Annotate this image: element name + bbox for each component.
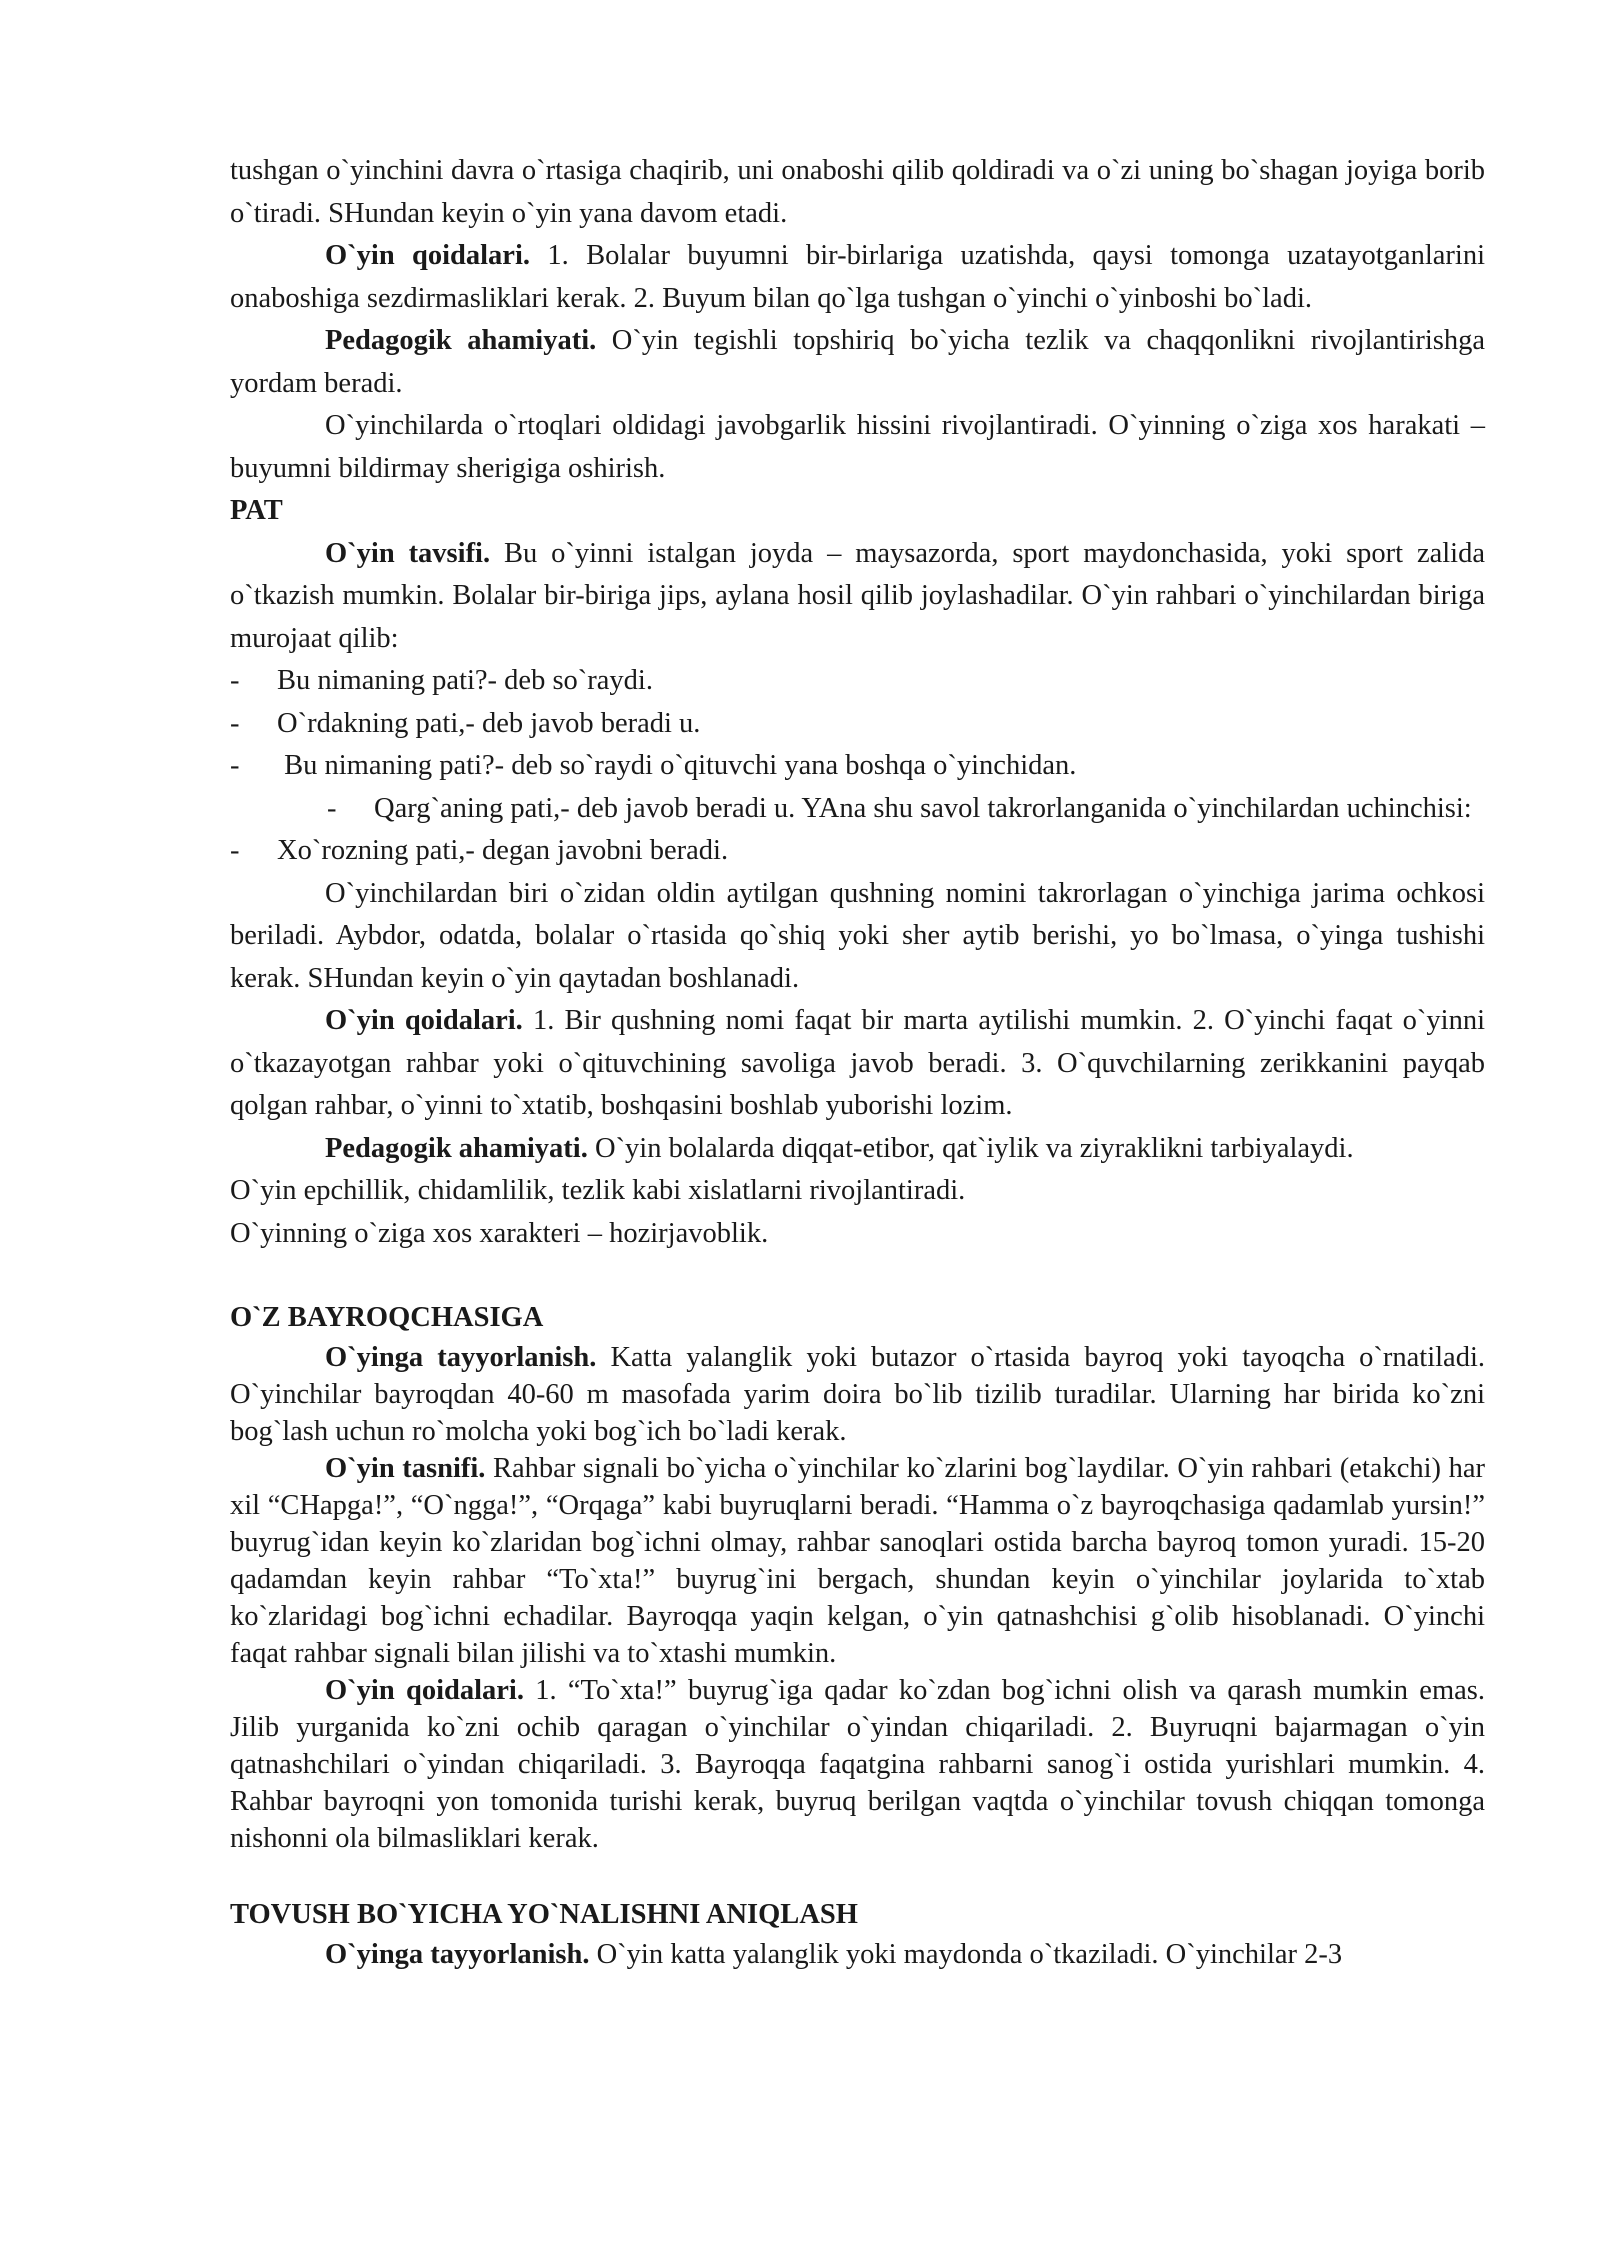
- dash-marker: -: [230, 665, 240, 696]
- paragraph-pedagogical: [230, 320, 1485, 405]
- pedagogical-text: O`yin tegishli topshiriq bo`yicha tezlik va chaqqonlikni rivojlantirishga yordam beradi.: [230, 325, 1485, 399]
- paragraph-rules-pat: [230, 1000, 1485, 1128]
- rules-text: 1. “To`xta!” buyrug`iga qadar ko`zdan bog`ichni olish va qarash mumkin emas. Jilib yurganida ko`zni ochib qaragan o`yinchilar o`yindan chiqariladi. 2. Buyruqni bajarmagan o`yin qatnashchilari o`yindan chiqariladi. 3. Bayroqqa faqatgina rahbarni sanog`i ostida yurishlari mumkin. 4. Rahbar bayroqni yon tomonida turishi kerak, buyruq berilgan vaqtda o`yinchilar tovush chiqqan tomonga nishonni ola bilmasliklari kerak.: [230, 1675, 1485, 1854]
- paragraph-qualities: O`yin epchillik, chidamlilik, tezlik kabi xislatlarni rivojlantiradi.: [230, 1175, 966, 1206]
- section-title-tovush: TOVUSH BO`YICHA YO`NALISHNI ANIQLASH: [230, 1899, 858, 1930]
- pedagogical-label: Pedagogik ahamiyati.: [325, 325, 597, 356]
- document-page: [230, 150, 1485, 1973]
- dash-marker: -: [230, 835, 240, 866]
- paragraph-rules: [230, 235, 1485, 320]
- paragraph-continuation: tushgan o`yinchini davra o`rtasiga chaqirib, uni onaboshi qilib qoldiradi va o`zi uning bo`shagan joyiga borib o`tiradi. SHundan keyin o`yin yana davom etadi.: [230, 155, 1485, 229]
- dialogue-text-1: Bu nimaning pati?- deb so`raydi.: [277, 665, 653, 696]
- dialogue-line-2: [230, 703, 1485, 746]
- paragraph-classification: [230, 1450, 1485, 1672]
- preparation-text: Katta yalanglik yoki butazor o`rtasida bayroq yoki tayoqcha o`rnatiladi. O`yinchilar bayroqdan 40-60 m masofada yarim doira bo`lib tizilib turadilar. Ularning har birida ko`zni bog`lash uchun ro`molcha yoki bog`ich bo`ladi kerak.: [230, 1342, 1485, 1447]
- rules-text: 1. Bolalar buyumni bir-birlariga uzatishda, qaysi tomonga uzatayotganlarini onaboshiga sezdirmasliklari kerak. 2. Buyum bilan qo`lga tushgan o`yinchi o`yinboshi bo`ladi.: [230, 240, 1485, 314]
- section-bayroqcha: [230, 1297, 1485, 1973]
- dialogue-text-4: Qarg`aning pati,- deb javob beradi u. YAna shu savol takrorlanganida o`yinchilardan uchinchisi:: [374, 792, 1472, 824]
- classification-label: O`yin tasnifi.: [325, 1453, 486, 1484]
- dialogue-line-4: [230, 788, 1485, 831]
- pedagogical-label: Pedagogik ahamiyati.: [325, 1132, 588, 1164]
- dialogue-text-2: O`rdakning pati,- deb javob beradi u.: [277, 707, 701, 739]
- description-label: O`yin tavsifi.: [325, 537, 491, 569]
- pedagogical-text: O`yin bolalarda diqqat-etibor, qat`iylik va ziyraklikni tarbiyalaydi.: [587, 1132, 1354, 1164]
- preparation-text: O`yin katta yalanglik yoki maydonda o`tkaziladi. O`yinchilar 2-3: [589, 1939, 1343, 1970]
- section-title-bayroqcha: O`Z BAYROQCHASIGA: [230, 1302, 544, 1333]
- spacer: [230, 1255, 1485, 1297]
- rules-text: 1. Bir qushning nomi faqat bir marta aytilishi mumkin. 2. O`yinchi faqat o`yinni o`tkazayotgan rahbar yoki o`qituvchining savoliga javob beradi. 3. O`quvchilarning zerikkanini payqab qolgan rahbar, o`yinni to`xtatib, boshqasini boshlab yuborishi lozim.: [230, 1005, 1485, 1121]
- dialogue-line-1: [230, 660, 1485, 703]
- dialogue-text-5: Xo`rozning pati,- degan javobni beradi.: [277, 835, 729, 866]
- dash-marker: -: [230, 707, 240, 739]
- paragraph-character: O`yinning o`ziga xos xarakteri – hozirjavoblik.: [230, 1217, 769, 1249]
- paragraph-responsibility: O`yinchilarda o`rtoqlari oldidagi javobgarlik hissini rivojlantiradi. O`yinning o`ziga xos harakati – buyumni bildirmay sherigiga oshirish.: [230, 410, 1485, 484]
- preparation-label: O`yinga tayyorlanish.: [325, 1342, 597, 1373]
- section-title-pat: PAT: [230, 495, 283, 526]
- paragraph-preparation: [230, 1339, 1485, 1450]
- dash-marker: -: [230, 750, 240, 781]
- preparation-label: O`yinga tayyorlanish.: [325, 1939, 590, 1970]
- paragraph-rules-bayroqcha: [230, 1672, 1485, 1857]
- description-text: Bu o`yinni istalgan joyda – maysazorda, sport maydonchasida, yoki sport zalida o`tkazish mumkin. Bolalar bir-biriga jips, aylana hosil qilib joylashadilar. O`yin rahbari o`yinchilardan biriga murojaat qilib:: [230, 537, 1485, 654]
- dialogue-line-5: [230, 830, 1485, 873]
- dash-marker: -: [327, 792, 337, 824]
- paragraph-penalty: O`yinchilardan biri o`zidan oldin aytilgan qushning nomini takrorlagan o`yinchiga jarima ochkosi beriladi. Aybdor, odatda, bolalar o`rtasida qo`shiq yoki sher aytib berishi, yo bo`lmasa, o`yinga tushishi kerak. SHundan keyin o`yin qaytadan boshlanadi.: [230, 877, 1485, 994]
- rules-label: O`yin qoidalari.: [325, 1005, 523, 1036]
- spacer: [230, 1857, 1485, 1894]
- dialogue-text-3: Bu nimaning pati?- deb so`raydi o`qituvchi yana boshqa o`yinchidan.: [277, 750, 1077, 781]
- paragraph-description: [230, 533, 1485, 661]
- dialogue-line-3: [230, 745, 1485, 788]
- paragraph-pedagogical-pat: [230, 1128, 1485, 1171]
- paragraph-preparation-tovush: [230, 1936, 1485, 1973]
- rules-label: O`yin qoidalari.: [325, 1675, 524, 1706]
- classification-text: Rahbar signali bo`yicha o`yinchilar ko`zlarini bog`laydilar. O`yin rahbari (etakchi) har xil “CHapga!”, “O`ngga!”, “Orqaga” kabi buyruqlarni beradi. “Hamma o`z bayroqchasiga qadamlab yursin!” buyrug`idan keyin ko`zlaridan bog`ichni olmay, rahbar sanoqlari ostida barcha bayroq tomon yuradi. 15-20 qadamdan keyin rahbar “To`xta!” buyrug`ini bergach, shundan keyin o`yinchilar joylarida to`xtab ko`zlaridagi bog`ichni echadilar. Bayroqqa yaqin kelgan, o`yin qatnashchisi g`olib hisoblanadi. O`yinchi faqat rahbar signali bilan jilishi va to`xtashi mumkin.: [230, 1453, 1485, 1669]
- rules-label: O`yin qoidalari.: [325, 240, 531, 271]
